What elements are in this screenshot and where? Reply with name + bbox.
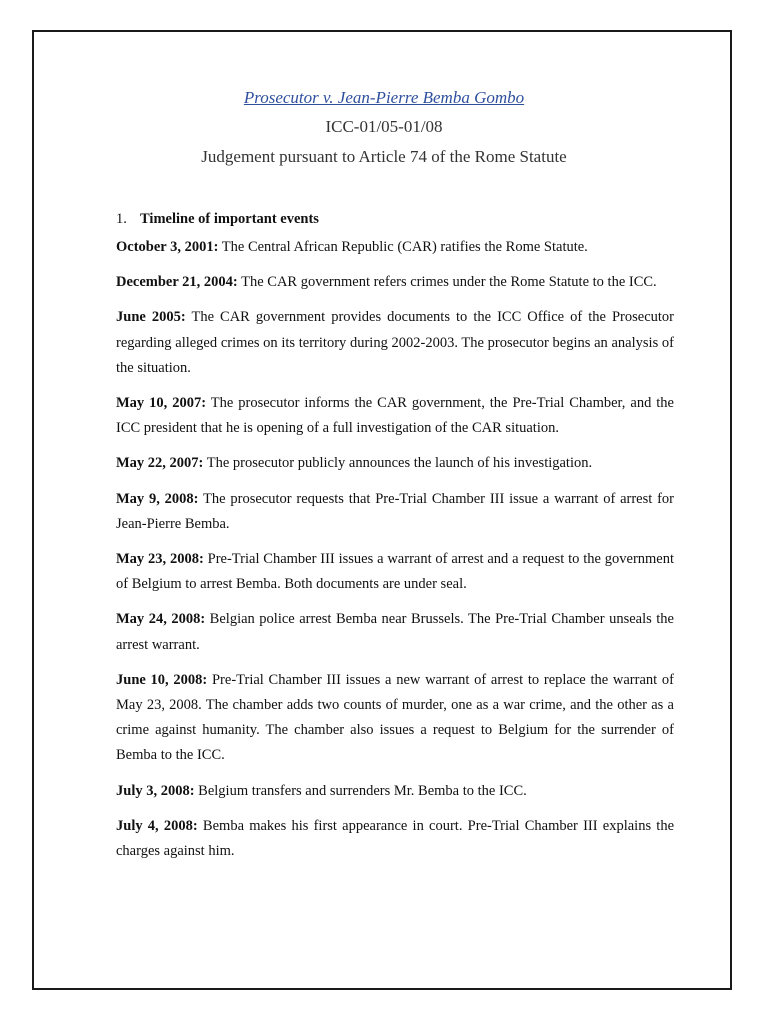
timeline-event xyxy=(116,391,674,441)
event-text: The Central African Republic (CAR) ratifies the Rome Statute. xyxy=(218,239,588,255)
event-text: Bemba makes his first appearance in court. Pre-Trial Chamber III explains the charges against him. xyxy=(116,817,675,860)
case-number: ICC-01/05-01/08 xyxy=(325,117,443,136)
timeline-event xyxy=(116,814,674,864)
timeline-event xyxy=(116,779,674,804)
document-header xyxy=(34,84,734,172)
event-text: The prosecutor publicly announces the launch of his investigation. xyxy=(203,455,593,472)
timeline-event xyxy=(116,270,674,295)
event-text: The prosecutor informs the CAR government, the Pre-Trial Chamber, and the ICC president that he is opening of a full investigation of the CAR situation. xyxy=(116,395,674,437)
section-heading xyxy=(116,207,674,232)
event-date: May 9, 2008: xyxy=(116,490,199,507)
event-date: July 4, 2008: xyxy=(116,817,198,834)
event-text: The CAR government provides documents to the ICC Office of the Prosecutor regarding alleged crimes on its territory during 2002-2003. The prosecutor begins an analysis of the situation. xyxy=(116,309,674,376)
event-text: The CAR government refers crimes under the Rome Statute to the ICC. xyxy=(237,274,657,291)
event-date: May 22, 2007: xyxy=(116,455,204,472)
event-date: June 10, 2008: xyxy=(116,671,208,688)
event-text: Belgium transfers and surrenders Mr. Bemba to the ICC. xyxy=(194,782,527,799)
event-date: May 24, 2008: xyxy=(116,611,206,628)
event-date: July 3, 2008: xyxy=(116,782,195,799)
timeline-event xyxy=(116,547,674,597)
event-date: October 3, 2001: xyxy=(116,239,219,255)
timeline-event xyxy=(116,451,674,476)
document-body xyxy=(116,207,674,874)
timeline-event xyxy=(116,607,674,657)
event-date: May 10, 2007: xyxy=(116,395,207,412)
timeline-event xyxy=(116,668,674,769)
timeline-event xyxy=(116,487,674,537)
section-number: 1. xyxy=(116,211,127,227)
event-text: Pre-Trial Chamber III issues a new warrant of arrest to replace the warrant of May 23, 2008. The chamber adds two counts of murder, one as a war crime, and the other as a crime against humanity. The chamber also issues a request to Belgium for the surrender of Bemba to the ICC. xyxy=(116,671,674,764)
case-title-link[interactable]: Prosecutor v. Jean-Pierre Bemba Gombo xyxy=(243,88,525,107)
timeline-event xyxy=(116,305,674,381)
event-date: June 2005: xyxy=(116,309,186,326)
event-text: Belgian police arrest Bemba near Brussels. The Pre-Trial Chamber unseals the arrest warrant. xyxy=(116,611,674,653)
event-text: Pre-Trial Chamber III issues a warrant of arrest and a request to the government of Belgium to arrest Bemba. Both documents are under seal. xyxy=(116,551,675,593)
event-date: May 23, 2008: xyxy=(116,551,204,568)
section-title: Timeline of important events xyxy=(140,211,319,227)
timeline-event xyxy=(116,235,674,260)
event-text: The prosecutor requests that Pre-Trial Chamber III issue a warrant of arrest for Jean-Pierre Bemba. xyxy=(116,490,675,532)
event-date: December 21, 2004: xyxy=(116,274,238,291)
case-subtitle: Judgement pursuant to Article 74 of the Rome Statute xyxy=(201,147,567,166)
